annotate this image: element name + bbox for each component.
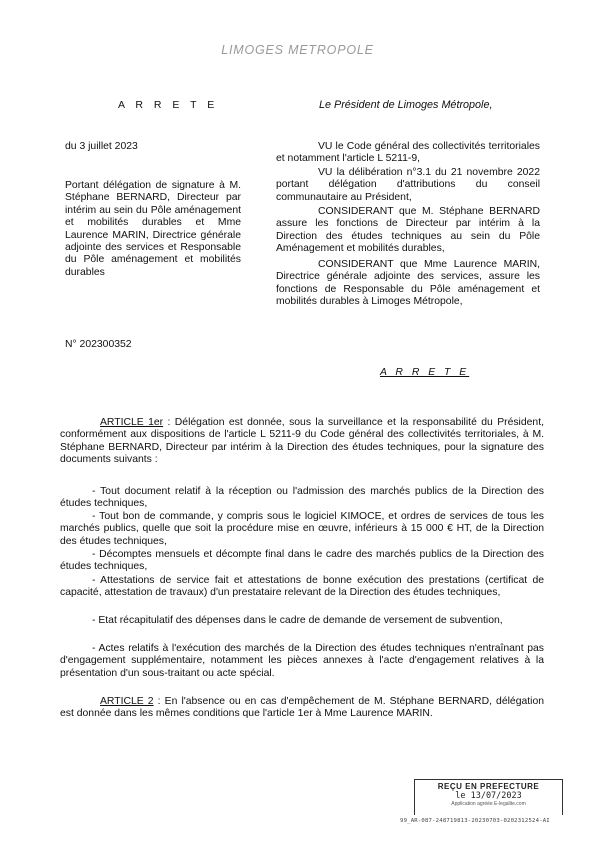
visa-code — [276, 141, 540, 166]
article-2-label: ARTICLE 2 — [100, 696, 154, 707]
arrete-title: A R R E T E — [380, 367, 470, 378]
article-1 — [60, 417, 544, 467]
stamp-title: REÇU EN PREFECTURE — [437, 782, 540, 791]
considerant-marin — [276, 259, 540, 309]
president-heading: Le Président de Limoges Métropole, — [319, 99, 493, 111]
visa-paragraph: CONSIDERANT que Mme Laurence MARIN, Directrice générale adjointe des services, assure les fonctions de Responsable du Pôle aménagement et mobilités durables à Limoges Métropole, — [276, 259, 540, 308]
list-item: - Tout bon de commande, y compris sous le logiciel KIMOCE, et ordres de services de tous les marchés publics, quelle que soit la procédure mise en œuvre, inférieurs à 15 000 € HT, de la Direction des études techniques, — [60, 511, 544, 547]
list-item: - Tout document relatif à la réception ou l'admission des marchés publics de la Direction des études techniques, — [60, 486, 544, 510]
stamp-date: le 13/07/2023 — [455, 791, 522, 801]
arrete-date: du 3 juillet 2023 — [65, 141, 138, 152]
article-1-label: ARTICLE 1er — [100, 417, 164, 428]
stamp-application: Application agréée E-legalite.com — [451, 801, 526, 807]
item-1 — [60, 486, 544, 511]
list-item: - Etat récapitulatif des dépenses dans le cadre de demande de versement de subvention, — [92, 615, 503, 626]
visa-paragraph: VU la délibération n°3.1 du 21 novembre 2022 portant délégation d'attributions du conseil communautaire au Président, — [276, 167, 540, 203]
item-4 — [60, 575, 544, 600]
arrete-header-label: A R R E T E — [118, 99, 219, 111]
list-item: - Attestations de service fait et attestations de bonne exécution des prestations (certificat de capacité, attestation de travaux) d'un prestataire relevant de la Direction des études techniques, — [60, 575, 544, 599]
arrete-objet: Portant délégation de signature à M. Stéphane BERNARD, Directeur par intérim au sein du Pôle aménagement et mobilités durables et Mme Laurence MARIN, Directrice générale adjointe des services et Responsable du Pôle aménagement et mobilités durables — [65, 180, 241, 278]
considerant-bernard — [276, 206, 540, 256]
visa-paragraph: CONSIDERANT que M. Stéphane BERNARD assure les fonctions de Directeur par intérim à la Direction des études techniques au sein du Pôle Aménagement et mobilités durables, — [276, 206, 540, 255]
prefecture-stamp — [414, 779, 563, 815]
item-6 — [60, 643, 544, 680]
visa-paragraph: VU le Code général des collectivités territoriales et notamment l'article L 5211-9, — [276, 141, 540, 165]
arrete-numero: N° 202300352 — [65, 339, 132, 350]
item-3 — [60, 549, 544, 574]
article-2 — [60, 696, 544, 721]
article-2-text: : En l'absence ou en cas d'empêchement de M. Stéphane BERNARD, délégation est donnée dans les mêmes conditions que l'article 1er à Mme Laurence MARIN. — [60, 696, 545, 720]
item-5 — [60, 615, 544, 627]
visa-deliberation — [276, 167, 540, 204]
limoges-metropole-logo: LIMOGES METROPOLE — [221, 43, 374, 57]
article-1-text: : Délégation est donnée, sous la surveillance et la responsabilité du Président, conformément aux dispositions de l'article L 5211-9 du Code général des collectivités territoriales, à M. Stéphane BERNARD, Directeur par intérim à la Direction des études techniques, pour la signature des documents suivants : — [60, 417, 544, 466]
list-item: - Décomptes mensuels et décompte final dans le cadre des marchés publics de la Direction des études techniques, — [60, 549, 544, 573]
item-2 — [60, 511, 544, 548]
list-item: - Actes relatifs à l'exécution des marchés de la Direction des études techniques n'entraînant pas d'engagement supplémentaire, notamment les pièces annexes à l'acte d'engagement relatives à la présentation d'un sous-traitant ou acte spécial. — [60, 643, 544, 679]
stamp-identifier: 99_AR-087-248719813-20230703-0202312524-AI — [400, 818, 550, 824]
